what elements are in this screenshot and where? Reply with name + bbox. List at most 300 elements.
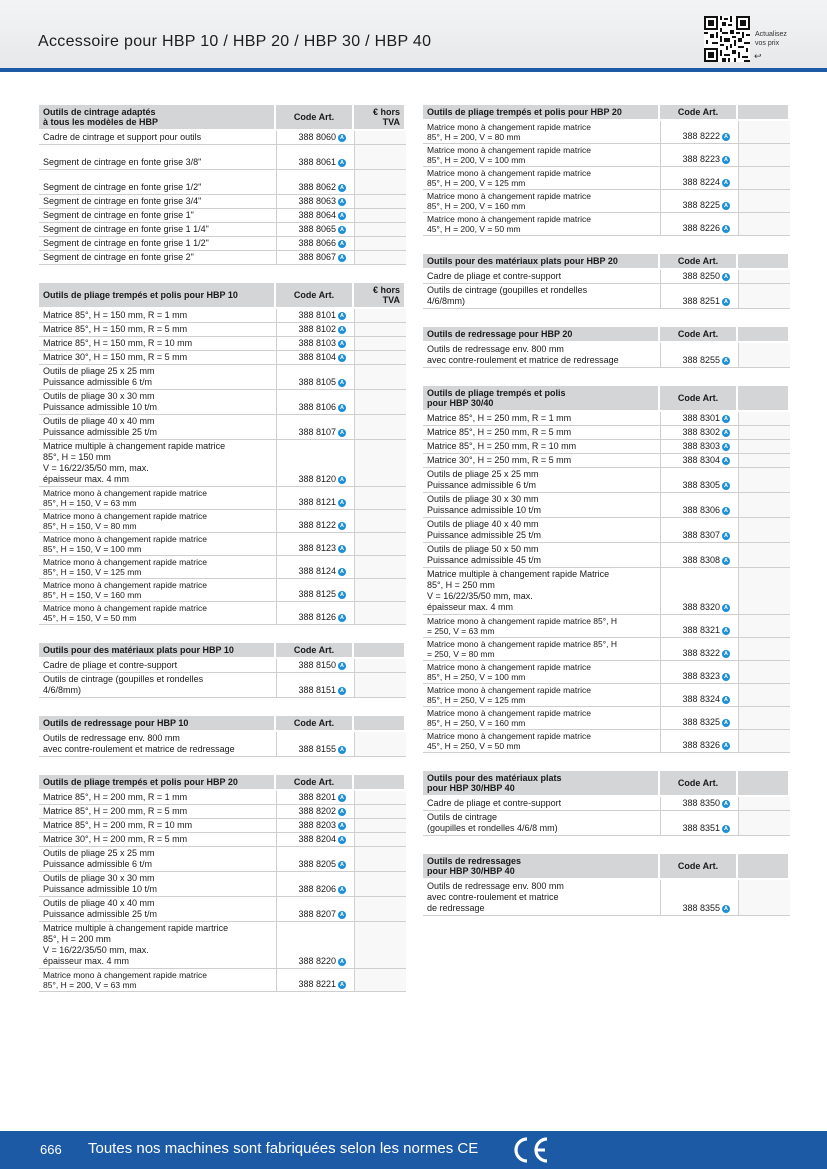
price-cell (738, 518, 790, 543)
description-line: Puissance admissible 25 t/m (43, 909, 158, 919)
table-row[interactable] (39, 440, 406, 487)
product-description (423, 661, 660, 684)
price-cell (354, 195, 406, 209)
description-line: Segment de cintrage en fonte grise 1 1/4" (43, 224, 209, 234)
price-cell (354, 337, 406, 351)
table-row[interactable] (423, 454, 790, 468)
price-cell (354, 533, 406, 556)
article-code (276, 390, 354, 415)
table-row[interactable] (39, 556, 406, 579)
article-code (276, 351, 354, 365)
availability-badge-icon: A (338, 340, 346, 348)
description-line: Outils de pliage 40 x 40 mm (43, 416, 155, 426)
article-code-value: 388 8221 (298, 979, 336, 989)
article-code-value: 388 8125 (298, 589, 336, 599)
table-row[interactable] (423, 543, 790, 568)
availability-badge-icon: A (722, 719, 730, 727)
availability-badge-icon: A (338, 404, 346, 412)
product-description (423, 811, 660, 836)
table-row[interactable] (39, 872, 406, 897)
article-code-value: 388 8224 (682, 177, 720, 187)
description-line (43, 171, 272, 182)
table-row[interactable] (423, 730, 790, 753)
article-code-value: 388 8355 (682, 903, 720, 913)
page-title: Accessoire pour HBP 10 / HBP 20 / HBP 30 / HBP 40 (38, 33, 432, 50)
article-code (276, 659, 354, 673)
price-cell (738, 543, 790, 568)
price-cell (354, 440, 406, 487)
description-line: 85°, H = 200, V = 63 mm (43, 980, 137, 990)
price-column-header (354, 643, 406, 659)
article-code (660, 412, 738, 426)
product-description (423, 270, 660, 284)
description-line: Segment de cintrage en fonte grise 3/4" (43, 196, 202, 206)
description-line: Matrice 30°, H = 250 mm, R = 5 mm (427, 455, 572, 465)
table-row[interactable] (39, 791, 406, 805)
table-row[interactable] (423, 661, 790, 684)
article-code (276, 440, 354, 487)
qr-label-line-1: Actualisez (755, 31, 787, 38)
article-code (660, 661, 738, 684)
description-line: Puissance admissible 10 t/m (427, 505, 542, 515)
product-description (39, 847, 276, 872)
code-column-header: Code Art. (276, 643, 354, 659)
price-cell (738, 213, 790, 236)
availability-badge-icon: A (338, 591, 346, 599)
price-cell (738, 638, 790, 661)
availability-badge-icon: A (722, 627, 730, 635)
price-column-header (354, 716, 406, 732)
price-cell (354, 170, 406, 195)
availability-badge-icon: A (722, 696, 730, 704)
article-code (276, 145, 354, 170)
article-code (660, 284, 738, 309)
product-description (39, 337, 276, 351)
table-header-row (423, 386, 790, 412)
table-row[interactable] (39, 351, 406, 365)
table-row[interactable] (423, 518, 790, 543)
qr-code-icon[interactable] (704, 16, 750, 62)
page-header (0, 0, 827, 68)
table-row[interactable] (39, 209, 406, 223)
article-code (276, 922, 354, 969)
availability-badge-icon: A (338, 958, 346, 966)
description-line: Matrice mono à changement rapide matrice (43, 603, 207, 613)
description-line: Matrice multiple à changement rapide Matrice (427, 569, 610, 579)
availability-badge-icon: A (722, 507, 730, 515)
article-code-value: 388 8220 (298, 956, 336, 966)
product-table (423, 254, 790, 309)
description-line: Matrice 85°, H = 250 mm, R = 5 mm (427, 427, 572, 437)
availability-badge-icon: A (338, 198, 346, 206)
article-code-value: 388 8104 (298, 352, 336, 362)
price-cell (354, 323, 406, 337)
table-row[interactable] (39, 337, 406, 351)
code-column-header: Code Art. (660, 327, 738, 343)
product-description (423, 684, 660, 707)
description-line: Matrice mono à changement rapide matrice 85°, H (427, 639, 618, 649)
product-description (39, 510, 276, 533)
article-code (276, 337, 354, 351)
description-line: 85°, H = 150, V = 80 mm (43, 521, 137, 531)
article-code-value: 388 8303 (682, 441, 720, 451)
table-row[interactable] (39, 510, 406, 533)
product-description (423, 493, 660, 518)
article-code (276, 415, 354, 440)
table-row[interactable] (423, 568, 790, 615)
product-table (39, 283, 406, 625)
product-description (39, 170, 276, 195)
table-row[interactable] (39, 251, 406, 265)
price-cell (354, 833, 406, 847)
section-gap (423, 753, 790, 771)
availability-badge-icon: A (338, 746, 346, 754)
table-row[interactable] (39, 309, 406, 323)
code-column-header: Code Art. (660, 105, 738, 121)
availability-badge-icon: A (338, 981, 346, 989)
price-cell (354, 579, 406, 602)
product-description (39, 223, 276, 237)
price-cell (738, 615, 790, 638)
availability-badge-icon: A (722, 156, 730, 164)
description-line: Puissance admissible 10 t/m (43, 884, 158, 894)
description-line: Matrice mono à changement rapide matrice (427, 662, 591, 672)
table-row[interactable] (423, 426, 790, 440)
price-cell (354, 237, 406, 251)
table-row[interactable] (423, 880, 790, 916)
price-cell (738, 684, 790, 707)
price-cell (738, 270, 790, 284)
product-table (39, 105, 406, 265)
table-row[interactable] (423, 440, 790, 454)
table-row[interactable] (423, 615, 790, 638)
description-line: 45°, H = 200, V = 50 mm (427, 224, 521, 234)
code-column-header: Code Art. (276, 775, 354, 791)
price-cell (738, 144, 790, 167)
product-table (423, 105, 790, 236)
article-code (276, 872, 354, 897)
description-line: Cadre de pliage et contre-support (427, 271, 562, 281)
article-code-value: 388 8206 (298, 884, 336, 894)
table-row[interactable] (39, 969, 406, 992)
table-row[interactable] (39, 131, 406, 145)
product-description (39, 602, 276, 625)
article-code-value: 388 8106 (298, 402, 336, 412)
table-row[interactable] (423, 493, 790, 518)
description-line: 85°, H = 200, V = 160 mm (427, 201, 526, 211)
description-line: 45°, H = 250, V = 50 mm (427, 741, 521, 751)
table-row[interactable] (39, 579, 406, 602)
product-description (423, 638, 660, 661)
section-title (423, 327, 660, 343)
description-line: avec contre-roulement et matrice (427, 892, 559, 902)
price-column-header (738, 105, 790, 121)
table-header-row (423, 105, 790, 121)
table-row[interactable] (39, 415, 406, 440)
price-cell (354, 351, 406, 365)
product-table (423, 386, 790, 753)
product-description (423, 190, 660, 213)
section-title-line: pour HBP 30/40 (427, 398, 494, 408)
article-code (660, 468, 738, 493)
table-row[interactable] (39, 390, 406, 415)
code-column-header: Code Art. (660, 386, 738, 412)
product-description (39, 805, 276, 819)
left-column (39, 105, 406, 992)
availability-badge-icon: A (338, 836, 346, 844)
section-gap (423, 836, 790, 854)
product-description (423, 284, 660, 309)
description-line: 85°, H = 150, V = 63 mm (43, 498, 137, 508)
description-line: Matrice mono à changement rapide matrice (427, 168, 591, 178)
description-line: de redressage (427, 903, 485, 913)
table-row[interactable] (423, 284, 790, 309)
table-row[interactable] (39, 170, 406, 195)
description-line: Matrice mono à changement rapide matrice (43, 580, 207, 590)
table-row[interactable] (39, 805, 406, 819)
price-cell (354, 309, 406, 323)
article-code-value: 388 8351 (682, 823, 720, 833)
table-row[interactable] (423, 144, 790, 167)
price-cell (354, 510, 406, 533)
section-gap (423, 368, 790, 386)
article-code (660, 684, 738, 707)
table-row[interactable] (423, 190, 790, 213)
article-code (276, 791, 354, 805)
article-code-value: 388 8255 (682, 355, 720, 365)
price-cell (738, 343, 790, 368)
table-row[interactable] (39, 237, 406, 251)
availability-badge-icon: A (722, 604, 730, 612)
article-code-value: 388 8201 (298, 792, 336, 802)
table-row[interactable] (39, 922, 406, 969)
product-description (39, 440, 276, 487)
article-code (276, 237, 354, 251)
price-cell (738, 661, 790, 684)
product-description (39, 251, 276, 265)
price-cell (354, 872, 406, 897)
availability-badge-icon: A (338, 312, 346, 320)
article-code-value: 388 8350 (682, 798, 720, 808)
product-description (39, 309, 276, 323)
product-description (39, 390, 276, 415)
price-cell (354, 131, 406, 145)
availability-badge-icon: A (338, 429, 346, 437)
product-description (423, 543, 660, 568)
article-code (276, 510, 354, 533)
table-row[interactable] (423, 797, 790, 811)
section-title (423, 771, 660, 797)
section-title-line: Outils pour des matériaux plats (427, 773, 562, 783)
article-code-value: 388 8307 (682, 530, 720, 540)
description-line: Outils de redressage env. 800 mm (427, 881, 564, 891)
description-line: = 250, V = 63 mm (427, 626, 495, 636)
table-row[interactable] (423, 707, 790, 730)
description-line: Matrice 30°, H = 200 mm, R = 5 mm (43, 834, 188, 844)
product-description (39, 579, 276, 602)
description-line: 85°, H = 150 mm (43, 452, 111, 462)
description-line: avec contre-roulement et matrice de redressage (427, 355, 619, 365)
article-code-value: 388 8107 (298, 427, 336, 437)
price-cell (738, 730, 790, 753)
article-code-value: 388 8320 (682, 602, 720, 612)
table-row[interactable] (423, 638, 790, 661)
description-line: Matrice multiple à changement rapide martrice (43, 923, 229, 933)
table-row[interactable] (423, 684, 790, 707)
description-line: 85°, H = 250, V = 100 mm (427, 672, 526, 682)
availability-badge-icon: A (722, 673, 730, 681)
table-row[interactable] (39, 145, 406, 170)
description-line: Outils de pliage 40 x 40 mm (427, 519, 539, 529)
availability-badge-icon: A (722, 202, 730, 210)
product-description (423, 615, 660, 638)
table-header-row (423, 254, 790, 270)
table-row[interactable] (39, 533, 406, 556)
availability-badge-icon: A (722, 457, 730, 465)
product-description (39, 732, 276, 757)
price-cell (738, 468, 790, 493)
section-title (423, 386, 660, 412)
description-line: 85°, H = 150, V = 160 mm (43, 590, 142, 600)
product-description (423, 426, 660, 440)
table-row[interactable] (39, 897, 406, 922)
table-row[interactable] (39, 602, 406, 625)
section-title-line: pour HBP 30/HBP 40 (427, 866, 515, 876)
article-code (660, 797, 738, 811)
article-code-value: 388 8325 (682, 717, 720, 727)
section-title (39, 283, 276, 309)
table-header-row (39, 643, 406, 659)
price-cell (738, 412, 790, 426)
description-line: Puissance admissible 6 t/m (43, 859, 153, 869)
article-code-value: 388 8202 (298, 806, 336, 816)
availability-badge-icon: A (338, 476, 346, 484)
article-code-value: 388 8225 (682, 200, 720, 210)
product-description (39, 533, 276, 556)
product-description (39, 872, 276, 897)
description-line: Matrice 85°, H = 200 mm, R = 1 mm (43, 792, 188, 802)
article-code (660, 518, 738, 543)
article-code (276, 487, 354, 510)
section-gap (423, 236, 790, 254)
article-code (276, 309, 354, 323)
table-row[interactable] (39, 365, 406, 390)
section-title-line: Outils pour des matériaux plats pour HBP 10 (43, 645, 234, 655)
article-code-value: 388 8322 (682, 648, 720, 658)
table-row[interactable] (39, 195, 406, 209)
table-row[interactable] (39, 732, 406, 757)
table-row[interactable] (39, 673, 406, 698)
code-column-header: Code Art. (660, 771, 738, 797)
table-row[interactable] (39, 833, 406, 847)
article-code (276, 223, 354, 237)
description-line: Matrice mono à changement rapide matrice (427, 191, 591, 201)
article-code (660, 121, 738, 144)
table-row[interactable] (39, 847, 406, 872)
product-table (39, 643, 406, 698)
description-line: Cadre de cintrage et support pour outils (43, 132, 202, 142)
article-code (276, 251, 354, 265)
table-row[interactable] (423, 270, 790, 284)
availability-badge-icon: A (722, 482, 730, 490)
table-row[interactable] (423, 468, 790, 493)
table-row[interactable] (423, 167, 790, 190)
description-line: Matrice mono à changement rapide matrice (43, 534, 207, 544)
article-code-value: 388 8308 (682, 555, 720, 565)
article-code-value: 388 8155 (298, 744, 336, 754)
description-line: 45°, H = 150, V = 50 mm (43, 613, 137, 623)
product-description (39, 351, 276, 365)
section-gap (423, 309, 790, 327)
section-title (39, 105, 276, 131)
price-cell (354, 145, 406, 170)
description-line: Outils de pliage 30 x 30 mm (43, 391, 155, 401)
availability-badge-icon: A (338, 379, 346, 387)
price-cell (354, 969, 406, 992)
product-table (39, 775, 406, 992)
availability-badge-icon: A (722, 133, 730, 141)
section-title (423, 105, 660, 121)
table-row[interactable] (423, 213, 790, 236)
article-code-value: 388 8120 (298, 474, 336, 484)
section-title-line: Outils de redressage pour HBP 10 (43, 718, 189, 728)
ce-mark-icon (510, 1135, 552, 1165)
section-title-line: Outils pour des matériaux plats pour HBP 20 (427, 256, 618, 266)
table-row[interactable] (423, 343, 790, 368)
table-row[interactable] (423, 811, 790, 836)
article-code (276, 732, 354, 757)
availability-badge-icon: A (722, 357, 730, 365)
price-cell (354, 251, 406, 265)
article-code-value: 388 8062 (298, 182, 336, 192)
description-line: 85°, H = 250 mm (427, 580, 495, 590)
article-code (660, 543, 738, 568)
article-code-value: 388 8123 (298, 543, 336, 553)
price-header-line: € hors (372, 285, 400, 295)
article-code-value: 388 8207 (298, 909, 336, 919)
table-row[interactable] (423, 412, 790, 426)
product-description (39, 791, 276, 805)
table-row[interactable] (39, 819, 406, 833)
availability-badge-icon: A (338, 911, 346, 919)
article-code (276, 365, 354, 390)
price-cell (354, 847, 406, 872)
description-line: Puissance admissible 6 t/m (427, 480, 537, 490)
price-cell (354, 556, 406, 579)
product-description (423, 343, 660, 368)
price-cell (354, 819, 406, 833)
article-code-value: 388 8301 (682, 413, 720, 423)
price-header-line: TVA (382, 117, 400, 127)
price-cell (354, 365, 406, 390)
table-row[interactable] (39, 323, 406, 337)
price-column-header (354, 283, 406, 309)
price-cell (354, 602, 406, 625)
product-description (39, 131, 276, 145)
table-row[interactable] (39, 659, 406, 673)
article-code-value: 388 8306 (682, 505, 720, 515)
table-row[interactable] (39, 223, 406, 237)
article-code-value: 388 8122 (298, 520, 336, 530)
price-cell (354, 791, 406, 805)
description-line: Outils de cintrage (427, 812, 498, 822)
table-row[interactable] (39, 487, 406, 510)
table-row[interactable] (423, 121, 790, 144)
description-line: 85°, H = 200, V = 100 mm (427, 155, 526, 165)
availability-badge-icon: A (338, 354, 346, 362)
article-code-value: 388 8103 (298, 338, 336, 348)
description-line: Matrice mono à changement rapide matrice (427, 122, 591, 132)
